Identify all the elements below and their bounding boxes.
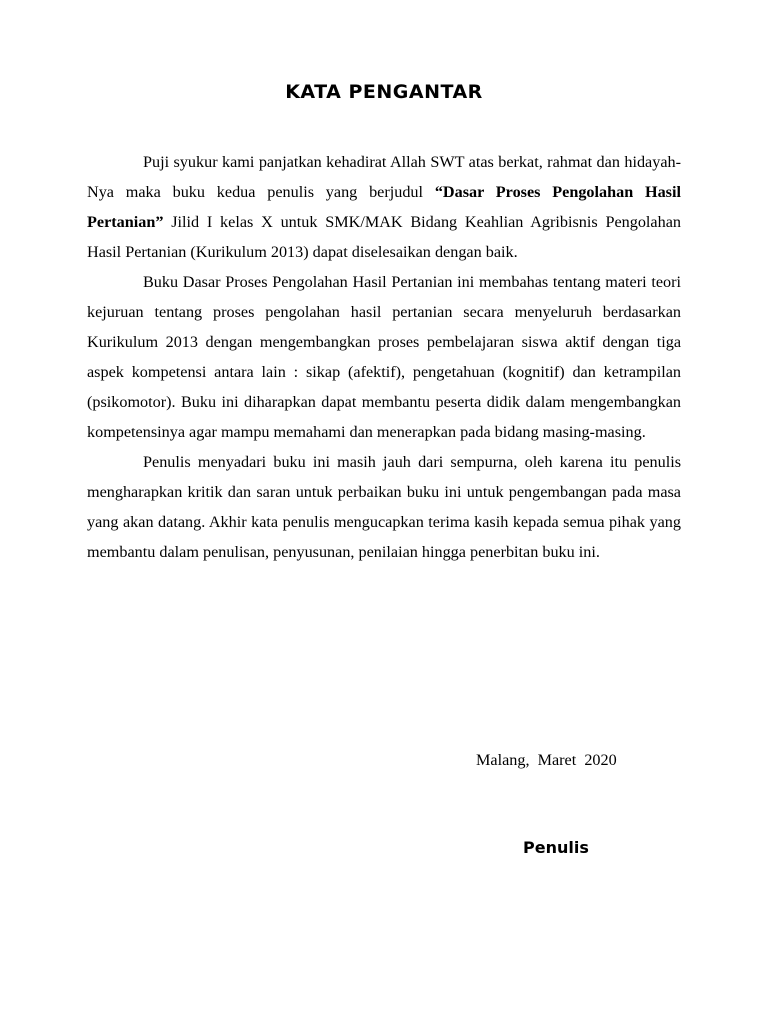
author-signature: Penulis [523, 838, 589, 857]
place-date: Malang, Maret 2020 [476, 751, 617, 769]
paragraph-2: Buku Dasar Proses Pengolahan Hasil Pertanian ini membahas tentang materi teori kejuruan tentang proses pengolahan hasil pertanian secara menyeluruh berdasarkan Kurikulum 2013 dengan mengembangkan proses pembelajaran siswa aktif dengan tiga aspek kompetensi antara lain : sikap (afektif), pengetahuan (kognitif) dan ketrampilan (psikomotor). Buku ini diharapkan dapat membantu peserta didik dalam mengembangkan kompetensinya agar mampu memahami dan menerapkan pada bidang masing-masing. [87, 273, 681, 441]
paragraph-1 [87, 147, 681, 267]
paragraph-1-text: Puji syukur kami panjatkan kehadirat Allah SWT atas berkat, rahmat dan hidayah-Nya maka buku kedua penulis yang berjudul [87, 153, 681, 201]
paragraph-3: Penulis menyadari buku ini masih jauh dari sempurna, oleh karena itu penulis mengharapkan kritik dan saran untuk perbaikan buku ini untuk pengembangan pada masa yang akan datang. Akhir kata penulis mengucapkan terima kasih kepada semua pihak yang membantu dalam penulisan, penyusunan, penilaian hingga penerbitan buku ini. [87, 453, 681, 561]
page-title: KATA PENGANTAR [285, 81, 483, 103]
paragraph-1-text-end: Jilid I kelas X untuk SMK/MAK Bidang Keahlian Agribisnis Pengolahan Hasil Pertanian (Kurikulum 2013) dapat diselesaikan dengan baik. [87, 213, 681, 261]
book-title: “Dasar Proses Pengolahan Hasil Pertanian” [87, 183, 681, 231]
body-text [87, 147, 681, 567]
